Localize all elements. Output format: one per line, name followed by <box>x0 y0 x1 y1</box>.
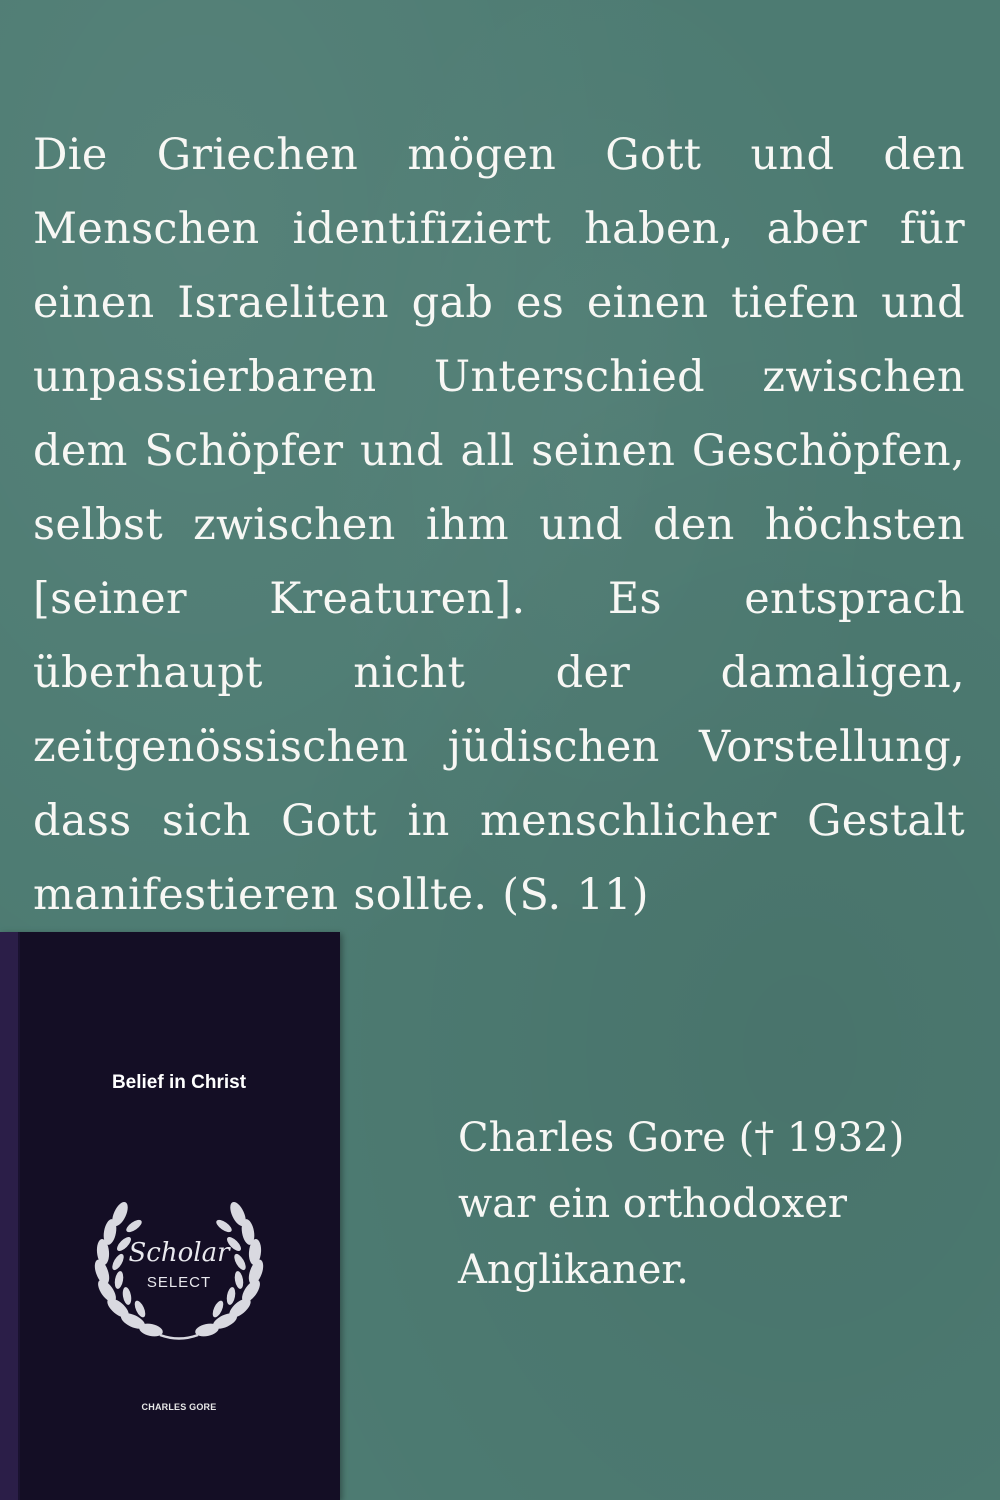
book-spine-edge <box>18 932 20 1500</box>
caption-line-1: Charles Gore († 1932) <box>458 1115 905 1161</box>
book-spine <box>0 932 18 1500</box>
book-cover-image <box>0 932 340 1500</box>
emblem-scholar-text: Scholar <box>128 1238 230 1268</box>
quote-text: Die Griechen mögen Gott und den Menschen identifiziert haben, aber für einen Israeliten gab es einen tiefen und unpassierbaren Unterschied zwischen dem Schöpfer und all seinen Geschöpfen, selbst zwischen ihm und den höchsten [seiner Kreaturen]. Es entsprach überhaupt nicht der damaligen, zeitgenössischen jüdischen Vorstellung, dass sich Gott in menschlicher Gestalt manifestieren sollte. (S. 11) <box>33 130 965 920</box>
author-caption <box>458 1105 938 1303</box>
caption-line-2: war ein orthodoxer <box>458 1181 848 1227</box>
book-author: CHARLES GORE <box>141 1402 217 1412</box>
scholar-select-emblem <box>90 1192 268 1342</box>
emblem-select-text: SELECT <box>146 1274 212 1291</box>
caption-line-3: Anglikaner. <box>458 1247 689 1293</box>
book-title: Belief in Christ <box>111 1072 247 1093</box>
